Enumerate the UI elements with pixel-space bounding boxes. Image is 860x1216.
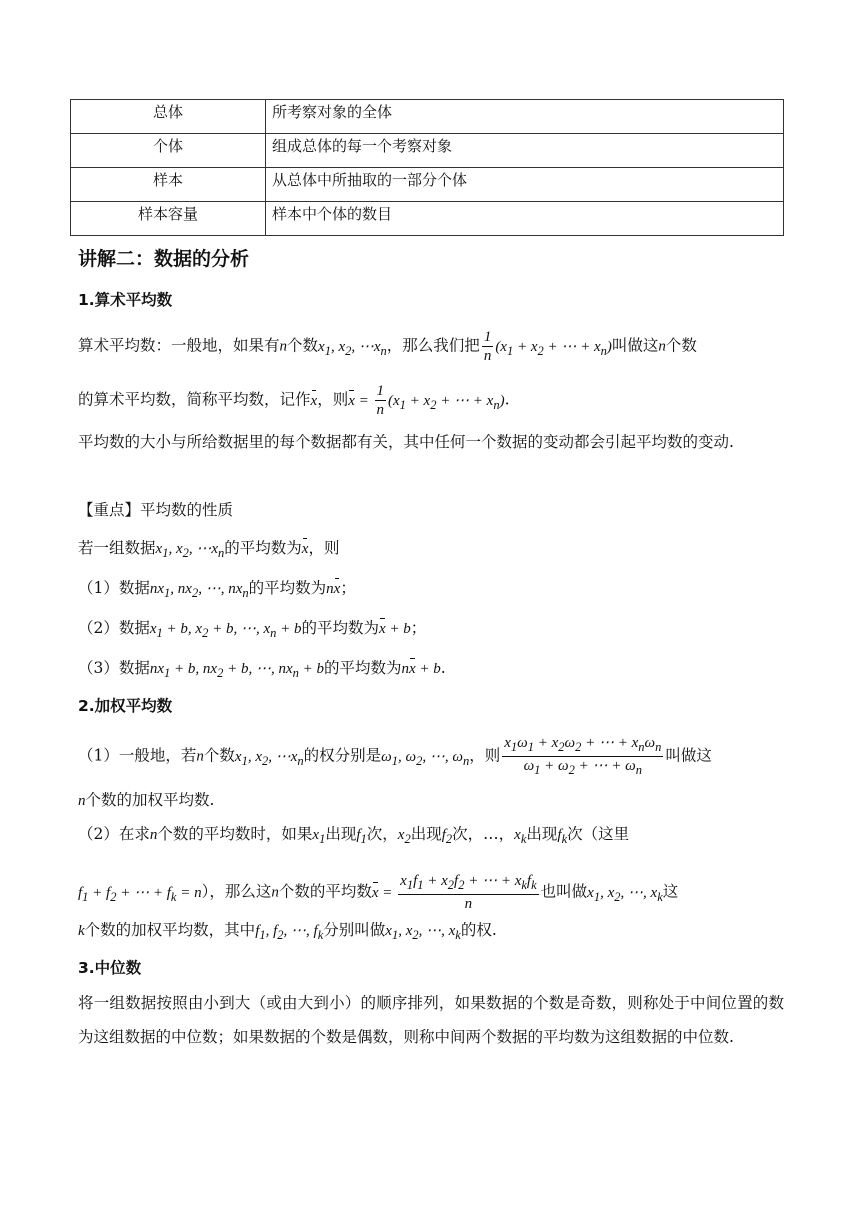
key-point-label: 【重点】平均数的性质 [78, 501, 234, 519]
weighted-mean-line1: （1）一般地，若n个数$x_1$, $x_2$, $\cdots x_n$的权分别是$\omega_1$, $\omega_2$, ⋯, $\omega_n$，则 $\frac{x_1\omega_1 + x_2\omega_2 + \cdots + x_n\omega_n}{\omega_1 + \omega_2 + \cdots + \omega_n}$ 叫做这 [78, 735, 712, 777]
mean-property-paragraph: 平均数的大小与所给数据里的每个数据都有关，其中任何一个数据的变动都会引起平均数的变动. [78, 433, 734, 451]
math: $x_2$ [397, 827, 411, 846]
section-heading: 讲解二：数据的分析 [78, 248, 250, 270]
math: x = [348, 393, 372, 409]
subsection-title-median: 3.中位数 [78, 959, 142, 977]
arithmetic-mean-definition-line1: 算术平均数：一般地，如果有n个数$x_1$, $x_2$, $\cdots x_n$，那么我们把 $\frac{1}{n}$ ($x_1 + x_2$ + ⋯ + $x_n$)叫做这n个数 [78, 329, 697, 364]
table-row [71, 134, 784, 168]
math: $\omega_1$, $\omega_2$, ⋯, $\omega_n$ [381, 748, 470, 768]
math: nx [326, 581, 340, 597]
weighted-mean-line3: （2）在求n个数的平均数时，如果$x_1$出现$f_1$次，$x_2$出现$f_2$次，…，$x_k$出现$f_k$次（这里 [78, 825, 630, 846]
math: x [302, 537, 309, 561]
math-fraction: $\frac{x_1\omega_1 + x_2\omega_2 + \cdots + x_n\omega_n}{\omega_1 + \omega_2 + \cdots + \omega_n}$ [504, 735, 662, 777]
mean-property-1: （1）数据$nx_1$, $nx_2$, ⋯, $nx_n$的平均数为nx； [78, 579, 356, 600]
math: $nx_1$, $nx_2$, ⋯, $nx_n$ [149, 581, 249, 600]
math: n [279, 338, 288, 355]
math: ($x_1 + x_2$ + ⋯ + $x_n$) [495, 338, 612, 358]
math: $x_1$, $x_2$, $\cdots x_n$ [155, 541, 225, 560]
mean-property-3: （3）数据$nx_1 + b$, $nx_2 + b$, ⋯, $nx_n + b$的平均数为nx + b. [78, 659, 446, 680]
math: $f_2$ [441, 827, 453, 846]
concept-table [70, 99, 784, 236]
math-fraction: $\frac{x_1f_1 + x_2f_2 + \cdots + x_kf_k}{n}$ [400, 873, 537, 912]
term-cell: 样本 [71, 168, 266, 202]
definition-cell: 所考察对象的全体 [266, 100, 784, 134]
math: $f_1$, $f_2$, ⋯, $f_k$ [255, 923, 324, 942]
term-cell: 总体 [71, 100, 266, 134]
math: k [78, 923, 85, 939]
math: x = [372, 885, 396, 901]
weighted-mean-line5: k个数的加权平均数，其中$f_1$, $f_2$, ⋯, $f_k$分别叫做$x_1$, $x_2$, ⋯, $x_k$的权. [78, 921, 497, 942]
math: $nx_1 + b$, $nx_2 + b$, ⋯, $nx_n + b$ [149, 661, 324, 680]
math: n [149, 827, 158, 843]
mean-property-2: （2）数据$x_1 + b$, $x_2 + b$, ⋯, $x_n + b$的平均数为x + b； [78, 619, 427, 640]
table-row [71, 100, 784, 134]
math: n [196, 748, 204, 765]
definition-cell: 从总体中所抽取的一部分个体 [266, 168, 784, 202]
math: n [271, 884, 279, 901]
subsection-title-arithmetic-mean: 1.算术平均数 [78, 291, 173, 309]
math: n [78, 793, 86, 809]
table-row [71, 168, 784, 202]
math: $x_1$ [312, 827, 326, 846]
subsection-title-weighted-mean: 2.加权平均数 [78, 697, 173, 715]
math: $x_1$, $x_2$, $\cdots x_n$ [234, 748, 304, 768]
weighted-mean-line2: n个数的加权平均数. [78, 791, 215, 809]
math-fraction: $\frac{1}{n}$ [483, 329, 492, 364]
math: nx + b [402, 661, 441, 677]
arithmetic-mean-definition-line2: 的算术平均数，简称平均数，记作x，则x = $\frac{1}{n}$ ($x_1 + x_2$ + ⋯ + $x_n$). [78, 383, 510, 418]
math: n [658, 338, 666, 355]
math: $f_k$ [557, 827, 568, 846]
term-cell: 样本容量 [71, 202, 266, 236]
math: $x_1$, $x_2$, $\cdots x_n$ [318, 338, 387, 358]
math: x + b [379, 621, 411, 637]
median-paragraph: 将一组数据按照由小到大（或由大到小）的顺序排列，如果数据的个数是奇数，则称处于中间位置的数为这组数据的中位数；如果数据的个数是偶数，则称中间两个数据的平均数为这组数据的中位数. [78, 994, 784, 1046]
definition-cell: 样本中个体的数目 [266, 202, 784, 236]
math: x [311, 389, 318, 413]
math: $x_1$, $x_2$, ⋯, $x_k$ [385, 923, 461, 942]
math: $x_1$, $x_2$, ⋯, $x_k$ [587, 884, 663, 904]
math: $f_1$ [356, 827, 367, 846]
math: $f_1 + f_2$ + ⋯ + $f_k = n$ [78, 884, 202, 904]
term-cell: 个体 [71, 134, 266, 168]
definition-cell: 组成总体的每一个考察对象 [266, 134, 784, 168]
mean-property-intro: 若一组数据$x_1$, $x_2$, $\cdots x_n$的平均数为x，则 [78, 539, 340, 560]
math-fraction: $\frac{1}{n}$ [376, 383, 384, 418]
math: $x_k$ [514, 827, 527, 846]
math: ($x_1 + x_2$ + ⋯ + $x_n$) [388, 392, 505, 412]
table-row [71, 202, 784, 236]
math: $x_1 + b$, $x_2 + b$, ⋯, $x_n + b$ [149, 621, 302, 640]
weighted-mean-line4: $f_1 + f_2$ + ⋯ + $f_k = n$），那么这n个数的平均数x = $\frac{x_1f_1 + x_2f_2 + \cdots + x_kf_k}{n}$ 也叫做$x_1$, $x_2$, ⋯, $x_k$这 [78, 873, 679, 912]
